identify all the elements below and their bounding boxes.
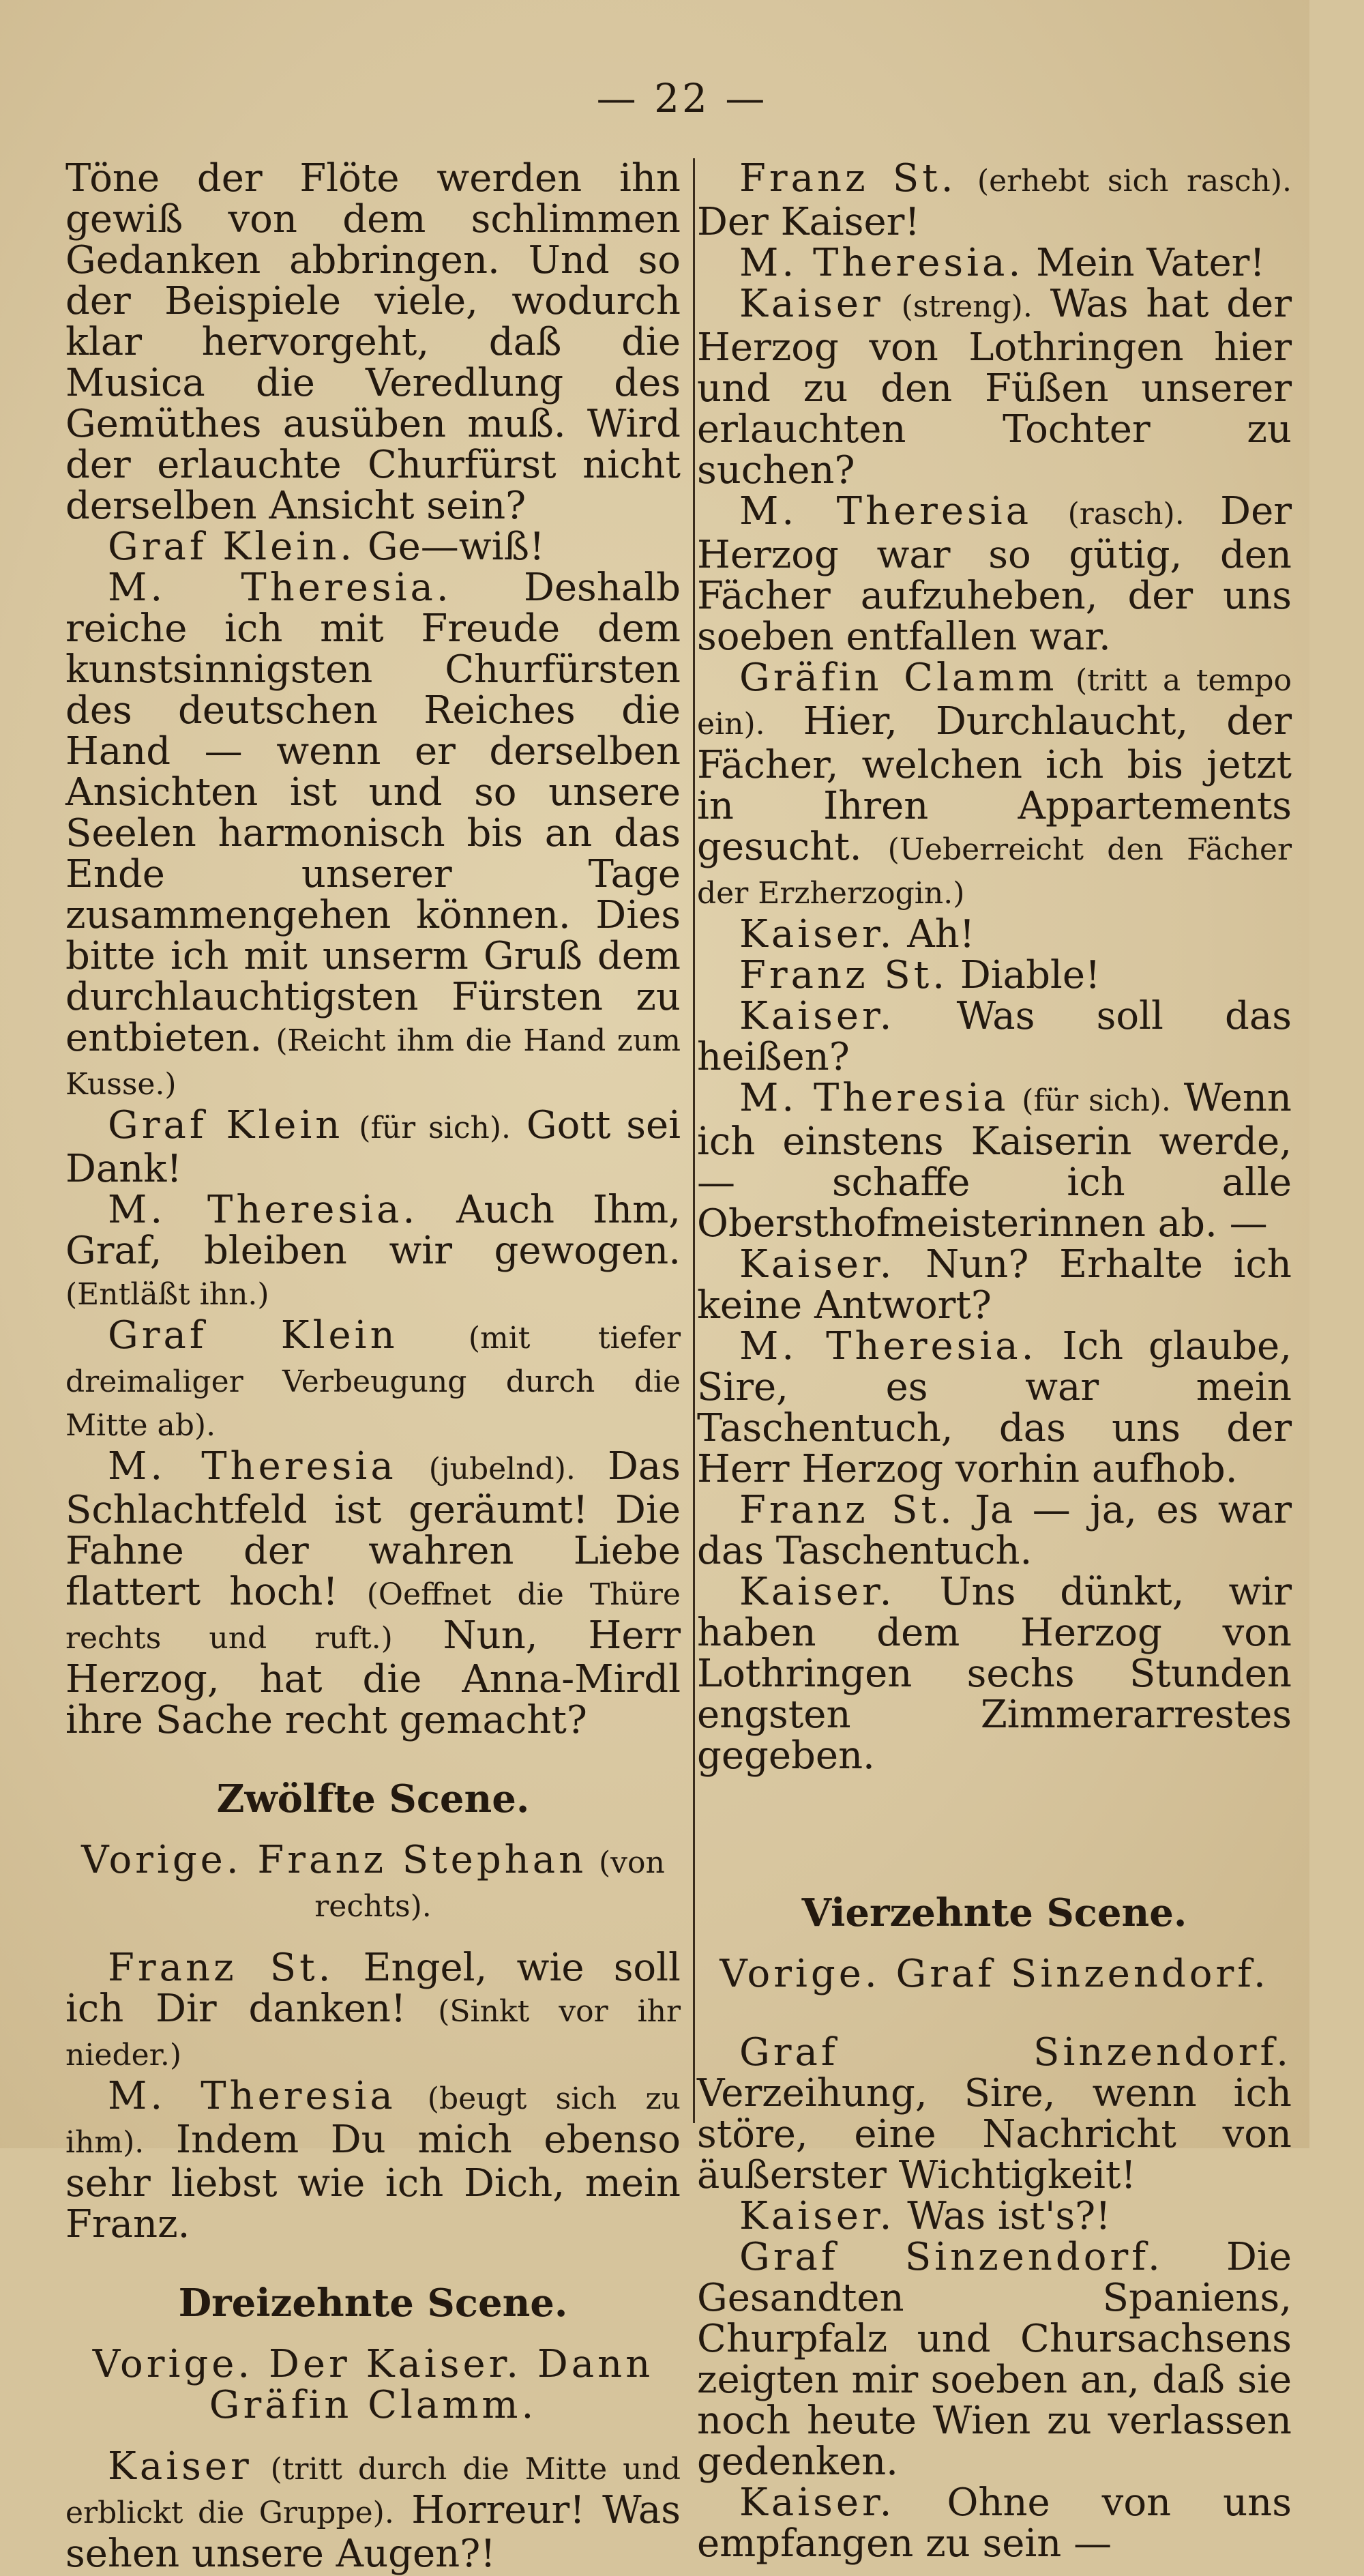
scene-heading: Zwölfte Scene. <box>216 1776 530 1821</box>
dialogue-text: Ja — ja, es war das Taschentuch. <box>697 1488 1292 1573</box>
dialogue-text: Das Schlachtfeld ist geräumt! Die Fahne der wahren Liebe flattert hoch! <box>65 1444 681 1614</box>
speaker-name: Kaiser. <box>739 2194 895 2238</box>
speaker-name: M. Theresia. <box>739 1324 1037 1368</box>
dialogue-text: Wenn ich einstens Kaiserin werde, — schaffe ich alle Obersthofmeisterinnen ab. — <box>697 1076 1292 1246</box>
cast-list: Vorige. Der Kaiser. Dann Gräfin Clamm. <box>92 2342 654 2427</box>
dialogue-line <box>697 1244 1292 1326</box>
stage-direction: (für sich). <box>359 1111 511 1145</box>
stage-direction: (jubelnd). <box>428 1452 576 1487</box>
dialogue-line <box>697 658 1292 914</box>
dialogue-line <box>697 284 1292 491</box>
dialogue-text: Diable! <box>960 953 1101 997</box>
dialogue-line <box>697 1572 1292 1776</box>
dialogue-text: Was hat der Herzog von Lothringen hier und zu den Füßen unserer erlauchten Tochter zu suchen? <box>697 282 1292 493</box>
stage-direction: (für sich). <box>1022 1083 1171 1118</box>
dialogue-line <box>65 1446 681 1741</box>
dialogue-line <box>697 158 1292 243</box>
speaker-name: Franz St. <box>739 1488 955 1532</box>
speaker-name: Graf Sinzendorf. <box>739 2235 1163 2279</box>
stage-direction: (streng). <box>901 289 1033 324</box>
dialogue-text: Ich glaube, Sire, es war mein Taschentuch, das uns der Herr Herzog vorhin aufhob. <box>697 1324 1292 1491</box>
speaker-name: Franz St. <box>108 1946 334 1990</box>
dialogue-line <box>697 1326 1292 1490</box>
cast-list: Vorige. Graf Sinzendorf. <box>720 1952 1269 1996</box>
dialogue-line <box>65 1105 681 1190</box>
speaker-name: M. Theresia <box>108 2074 396 2118</box>
stage-direction: (tritt a tempo ein). <box>697 663 1292 742</box>
dialogue-text: Was ist's?! <box>907 2194 1111 2238</box>
page-number: — 22 — <box>596 75 768 121</box>
scene-cast <box>65 1840 681 1927</box>
dialogue-text: Indem Du mich ebenso sehr liebst wie ich Dich, mein Franz. <box>65 2118 681 2246</box>
speaker-name: Franz St. <box>739 953 949 997</box>
dialogue-line <box>65 2076 681 2245</box>
dialogue-text: Die Gesandten Spaniens, Churpfalz und Chursachsens zeigten mir soeben an, daß sie noch heute Wien zu verlassen gedenken. <box>697 2235 1292 2484</box>
speaker-name: M. Theresia <box>108 1444 397 1489</box>
dialogue-text: Auch Ihm, Graf, bleiben wir gewogen. <box>65 1188 681 1273</box>
stage-direction: (Oeffnet die Thüre rechts und ruft.) <box>65 1577 681 1656</box>
speaker-name: M. Theresia. <box>739 241 1024 285</box>
stage-direction: (Sinkt vor ihr nieder.) <box>65 1994 681 2073</box>
dialogue-text: Verzeihung, Sire, wenn ich störe, eine Nachricht von äußerster Wichtigkeit! <box>697 2071 1292 2197</box>
dialogue-text: Ohne von uns empfangen zu sein — <box>697 2480 1292 2566</box>
dialogue-text: Der Kaiser! <box>697 200 920 244</box>
speaker-name: M. Theresia <box>739 1076 1009 1120</box>
speaker-name: M. Theresia <box>739 489 1033 533</box>
dialogue-line <box>697 2480 1292 2566</box>
dialogue-text: Nun, Herr Herzog, hat die Anna-Mirdl ihre Sache recht gemacht? <box>65 1613 681 1742</box>
dialogue-line <box>65 568 681 1105</box>
dialogue-text: Deshalb reiche ich mit Freude dem kunstsinnigsten Churfürsten des deutschen Reiches die Hand — wenn er derselben Ansichten ist und so unsere Seelen harmonisch bis an das Ende unserer Tage zusammengehen können. Dies bitte ich mit unserm Gruß dem durchlauchtigsten Fürsten zu entbieten. <box>65 566 681 1060</box>
dialogue-text: Ge—wiß! <box>367 525 545 569</box>
scene-heading: Dreizehnte Scene. <box>178 2281 568 2326</box>
dialogue-text: Ah! <box>907 912 975 956</box>
speaker-name: Kaiser <box>108 2444 252 2489</box>
right-column <box>697 158 1292 2564</box>
speaker-name: Kaiser <box>739 282 884 326</box>
speaker-name: Kaiser. <box>739 1570 895 1614</box>
speaker-name: Gräfin Clamm <box>739 656 1058 700</box>
dialogue-text: Nun? Erhalte ich keine Antwort? <box>697 1242 1292 1328</box>
stage-direction: (tritt durch die Mitte und erblickt die Gruppe). <box>65 2452 681 2530</box>
speaker-name: Franz St. <box>739 156 957 201</box>
dialogue-text: Horreur! Was sehen unsere Augen?! <box>65 2488 681 2576</box>
dialogue-line <box>697 1490 1292 1572</box>
dialogue-text: Was soll das heißen? <box>697 994 1292 1079</box>
speaker-name: Kaiser. <box>739 994 895 1038</box>
dialogue-line <box>65 2446 681 2575</box>
stage-direction: (erhebt sich rasch). <box>977 164 1292 199</box>
stage-direction: (Entläßt ihn.) <box>65 1277 269 1312</box>
speaker-name: Graf Klein <box>108 1313 398 1358</box>
stage-direction: (mit tiefer dreimaliger Verbeugung durch die Mitte ab). <box>65 1321 681 1443</box>
stage-direction: (beugt sich zu ihm). <box>65 2081 681 2160</box>
stage-direction: (Reicht ihm die Hand zum Kusse.) <box>65 1023 681 1102</box>
dialogue-line <box>697 955 1292 996</box>
dialogue-text: Der Herzog war so gütig, den Fächer aufzuheben, der uns soeben entfallen war. <box>697 489 1292 659</box>
dialogue-line <box>697 1078 1292 1244</box>
dialogue-line <box>697 2237 1292 2483</box>
left-column <box>65 158 681 2575</box>
speaker-name: Kaiser. <box>739 912 895 956</box>
speaker-name: Graf Sinzendorf. <box>739 2030 1292 2075</box>
speaker-name: Kaiser. <box>739 2480 895 2525</box>
dialogue-text: Mein Vater! <box>1036 241 1265 285</box>
dialogue-line <box>65 1190 681 1315</box>
dialogue-line <box>697 491 1292 658</box>
cast-list: Vorige. Franz Stephan <box>81 1838 587 1882</box>
dialogue-line <box>65 1315 681 1446</box>
dialogue-line <box>697 996 1292 1078</box>
stage-direction: (Ueberreicht den Fächer der Erzherzogin.) <box>697 832 1292 911</box>
paragraph: Töne der Flöte werden ihn gewiß von dem schlimmen Gedanken abbringen. Und so der Beispiele viele, wodurch klar hervorgeht, daß die Musica die Veredlung des Gemüthes ausüben muß. Wird der erlauchte Churfürst nicht derselben Ansicht sein? <box>65 156 681 528</box>
speaker-name: Graf Klein. <box>108 525 356 569</box>
dialogue-line <box>697 2196 1292 2237</box>
stage-direction: (rasch). <box>1067 497 1185 531</box>
dialogue-line <box>697 243 1292 284</box>
dialogue-line <box>65 527 681 568</box>
stage-direction: (von rechts). <box>314 1845 665 1924</box>
dialogue-line <box>65 1948 681 2076</box>
dialogue-text: Hier, Durchlaucht, der Fächer, welchen ich bis jetzt in Ihren Appartements gesucht. <box>697 699 1292 869</box>
scene-heading: Vierzehnte Scene. <box>801 1890 1187 1935</box>
dialogue-text: Uns dünkt, wir haben dem Herzog von Lothringen sechs Stunden engsten Zimmerarrestes gegeben. <box>697 1570 1292 1778</box>
speaker-name: Kaiser. <box>739 1242 895 1287</box>
speaker-name: Graf Klein <box>108 1103 344 1147</box>
column-divider <box>693 158 695 2123</box>
dialogue-line <box>697 2032 1292 2196</box>
speaker-name: M. Theresia. <box>108 566 452 610</box>
dialogue-line <box>697 914 1292 955</box>
dialogue-text: Gott sei Dank! <box>65 1103 681 1191</box>
speaker-name: M. Theresia. <box>108 1188 419 1232</box>
dialogue-text: Engel, wie soll ich Dir danken! <box>65 1946 681 2031</box>
